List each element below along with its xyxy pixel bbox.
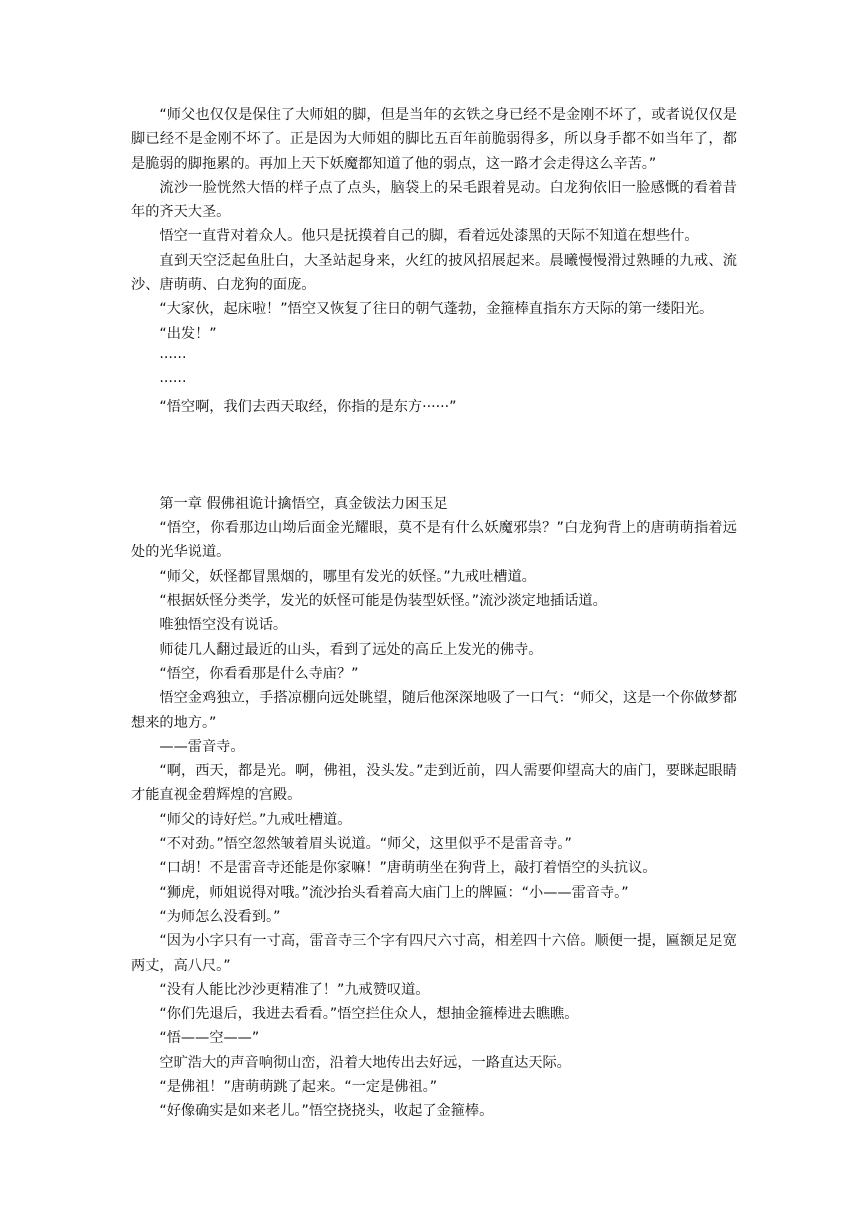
paragraph: “师父，妖怪都冒黑烟的，哪里有发光的妖怪。”九戒吐槽道。 <box>159 568 536 585</box>
paragraph: “好像确实是如来老儿。”悟空挠挠头，收起了金箍棒。 <box>159 1103 494 1120</box>
paragraph: “师父的诗好烂。”九戒吐槽道。 <box>159 811 352 828</box>
ellipsis-line: ······ <box>159 374 187 391</box>
paragraph: “你们先退后，我进去看看。”悟空拦住众人，想抽金箍棒进去瞧瞧。 <box>159 1006 579 1023</box>
paragraph: “是佛祖！”唐萌萌跳了起来。“一定是佛祖。” <box>159 1078 438 1095</box>
paragraph: 悟空一直背对着众人。他只是抚摸着自己的脚，看着远处漆黑的天际不知道在想些什。 <box>159 228 699 245</box>
paragraph: “没有人能比沙沙更精准了！”九戒赞叹道。 <box>159 981 430 998</box>
paragraph: 师徒几人翻过最近的山头，看到了远处的高丘上发光的佛寺。 <box>159 641 543 658</box>
paragraph: “师父也仅仅是保住了大师姐的脚，但是当年的玄铁之身已经不是金刚不坏了，或者说仅仅是脚已经不是金刚不坏了。正是因为大师姐的脚比五百年前脆弱得多，所以身手都不如当年了，都是脆弱的脚拖累的。再加上天下妖魔都知道了他的弱点，这一路才会走得这么辛苦。” <box>131 107 737 172</box>
paragraph: “根据妖怪分类学，发光的妖怪可能是伪装型妖怪。”流沙淡定地插话道。 <box>159 593 607 610</box>
paragraph: 直到天空泛起鱼肚白，大圣站起身来，火红的披风招展起来。晨曦慢慢滑过熟睡的九戒、流沙、唐萌萌、白龙狗的面庞。 <box>131 252 737 294</box>
paragraph: 悟空金鸡独立，手搭凉棚向远处眺望，随后他深深地吸了一口气：“师父，这是一个你做梦都想来的地方。” <box>131 690 737 731</box>
paragraph: “狮虎，师姐说得对哦。”流沙抬头看着高大庙门上的牌匾：“小——雷音寺。” <box>159 884 629 901</box>
paragraph: ——雷音寺。 <box>159 738 245 755</box>
paragraph: “口胡！不是雷音寺还能是你家嘛！”唐萌萌坐在狗背上，敲打着悟空的头抗议。 <box>159 860 657 877</box>
ellipsis-line: ······ <box>159 349 187 366</box>
section-spacer <box>131 419 737 492</box>
paragraph: “悟空，你看看那是什么寺庙？” <box>159 665 359 682</box>
chapter-title: 第一章 假佛祖诡计擒悟空，真金钹法力困玉足 <box>159 495 448 512</box>
paragraph: 流沙一脸恍然大悟的样子点了点头，脑袋上的呆毛跟着晃动。白龙狗依旧一脸感慨的看着昔年的齐天大圣。 <box>131 179 737 221</box>
paragraph: 唯独悟空没有说话。 <box>159 617 288 634</box>
paragraph: “悟空，你看那边山坳后面金光耀眼，莫不是有什么妖魔邪祟？”白龙狗背上的唐萌萌指着远处的光华说道。 <box>131 520 737 561</box>
paragraph: 空旷浩大的声音响彻山峦，沿着大地传出去好远，一路直达天际。 <box>159 1054 571 1071</box>
paragraph: “悟——空——” <box>159 1030 260 1047</box>
paragraph: “大家伙，起床啦！”悟空又恢复了往日的朝气蓬勃，金箍棒直指东方天际的第一缕阳光。 <box>159 301 714 318</box>
paragraph: “悟空啊，我们去西天取经，你指的是东方······” <box>159 398 457 415</box>
document-body <box>131 103 737 1124</box>
paragraph: “为师怎么没看到。” <box>159 908 281 925</box>
paragraph: “因为小字只有一寸高，雷音寺三个字有四尺六寸高，相差四十六倍。顺便一提，匾额足足宽两丈，高八尺。” <box>131 933 737 974</box>
paragraph: “啊，西天，都是光。啊，佛祖，没头发。”走到近前，四人需要仰望高大的庙门，要眯起眼睛才能直视金碧辉煌的宫殿。 <box>131 763 737 804</box>
paragraph: “出发！” <box>159 325 217 342</box>
paragraph: “不对劲。”悟空忽然皱着眉头说道。“师父，这里似乎不是雷音寺。” <box>159 836 572 853</box>
